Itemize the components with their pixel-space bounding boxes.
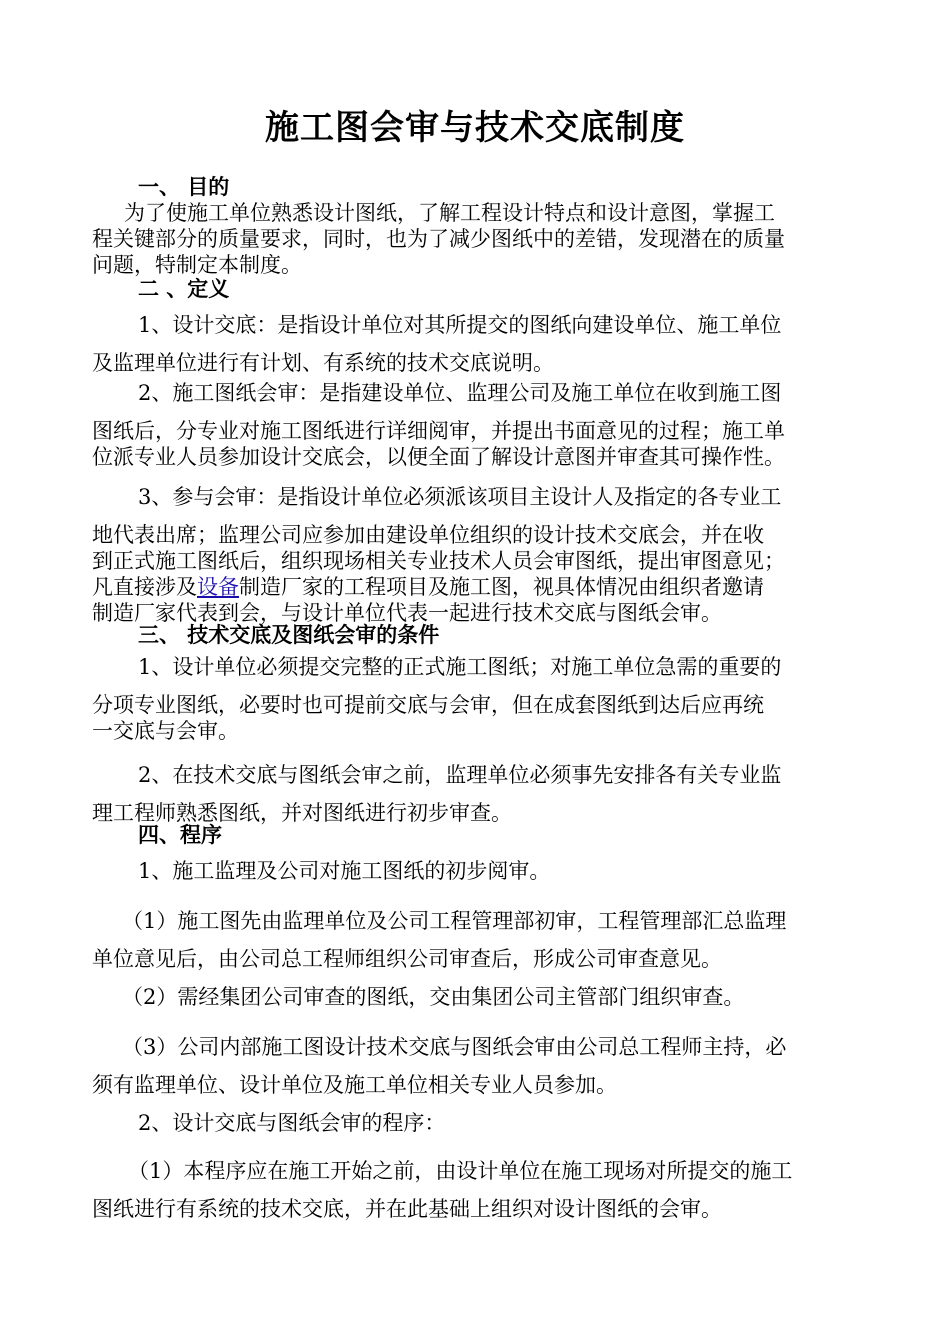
text-line: 须有监理单位、设计单位及施工单位相关专业人员参加。 — [92, 1073, 617, 1097]
text-line: 及监理单位进行有计划、有系统的技术交底说明。 — [92, 351, 554, 375]
text-line: 单位意见后，由公司总工程师组织公司审查后，形成公司审查意见。 — [92, 947, 722, 971]
section-heading-procedure: 四、程序 — [138, 822, 222, 847]
paragraph-preliminary-review — [92, 756, 864, 832]
document-title: 施工图会审与技术交底制度 — [265, 108, 685, 148]
text-line: 为了使施工单位熟悉设计图纸，了解工程设计特点和设计意图，掌握工 — [124, 201, 775, 225]
equipment-link[interactable]: 设备 — [197, 575, 239, 599]
text-line: 位派专业人员参加设计交底会，以便全面了解设计意图并审查其可操作性。 — [92, 445, 785, 469]
paragraph-disclosure-procedure — [92, 1110, 864, 1136]
text-line: 分项专业图纸，必要时也可提前交底与会审，但在成套图纸到达后应再统 — [92, 693, 764, 717]
text-line: 2、在技术交底与图纸会审之前，监理单位必须事先安排各有关专业监 — [138, 763, 782, 787]
paragraph-review-step-1 — [92, 902, 864, 978]
text-fragment: 凡直接涉及 — [92, 575, 197, 599]
text-line: （1）本程序应在施工开始之前，由设计单位在施工现场对所提交的施工 — [128, 1159, 793, 1183]
paragraph-drawing-review — [92, 380, 864, 470]
text-line: 一交底与会审。 — [92, 719, 239, 743]
text-line: 2、施工图纸会审：是指建设单位、监理公司及施工单位在收到施工图 — [138, 381, 782, 405]
paragraph-design-disclosure — [92, 306, 864, 382]
text-line: 到正式施工图纸后，组织现场相关专业技术人员会审图纸，提出审图意见； — [92, 549, 785, 573]
text-line: （2）需经集团公司审查的图纸，交由集团公司主管部门组织审查。 — [122, 985, 745, 1009]
text-line: 1、施工监理及公司对施工图纸的初步阅审。 — [138, 859, 551, 883]
paragraph-purpose — [92, 200, 864, 278]
section-heading-conditions: 三、 技术交底及图纸会审的条件 — [138, 622, 440, 647]
text-line: 图纸进行有系统的技术交底，并在此基础上组织对设计图纸的会审。 — [92, 1197, 722, 1221]
text-line: 3、参与会审：是指设计单位必须派该项目主设计人及指定的各专业工 — [138, 485, 782, 509]
text-line: 1、设计交底：是指设计单位对其所提交的图纸向建设单位、施工单位 — [138, 313, 782, 337]
paragraph-review-step-2 — [92, 984, 864, 1010]
paragraph-participation — [92, 484, 864, 626]
text-line: （3）公司内部施工图设计技术交底与图纸会审由公司总工程师主持，必 — [122, 1035, 787, 1059]
text-line: 1、设计单位必须提交完整的正式施工图纸；对施工单位急需的重要的 — [138, 655, 782, 679]
paragraph-complete-drawings — [92, 654, 864, 744]
paragraph-review-step-3 — [92, 1028, 864, 1104]
text-line: 程关键部分的质量要求，同时，也为了减少图纸中的差错，发现潜在的质量 — [92, 227, 785, 251]
text-line: 制造厂家代表到会，与设计单位代表一起进行技术交底与图纸会审。 — [92, 601, 722, 625]
text-line: 理工程师熟悉图纸，并对图纸进行初步审查。 — [92, 801, 512, 825]
text-fragment: 制造厂家的工程项目及施工图，视具体情况由组织者邀请 — [239, 575, 764, 599]
section-heading-definition: 二 、定义 — [138, 276, 230, 301]
text-line: 2、设计交底与图纸会审的程序： — [138, 1111, 446, 1135]
paragraph-procedure-step-1 — [92, 1152, 864, 1228]
text-line: 问题，特制定本制度。 — [92, 253, 302, 277]
text-line: （1）施工图先由监理单位及公司工程管理部初审，工程管理部汇总监理 — [122, 909, 787, 933]
text-line — [92, 574, 864, 600]
text-line: 地代表出席；监理公司应参加由建设单位组织的设计技术交底会，并在收 — [92, 523, 764, 547]
paragraph-initial-review — [92, 858, 864, 884]
section-heading-purpose: 一、 目的 — [138, 174, 230, 199]
text-line: 图纸后，分专业对施工图纸进行详细阅审，并提出书面意见的过程；施工单 — [92, 419, 785, 443]
